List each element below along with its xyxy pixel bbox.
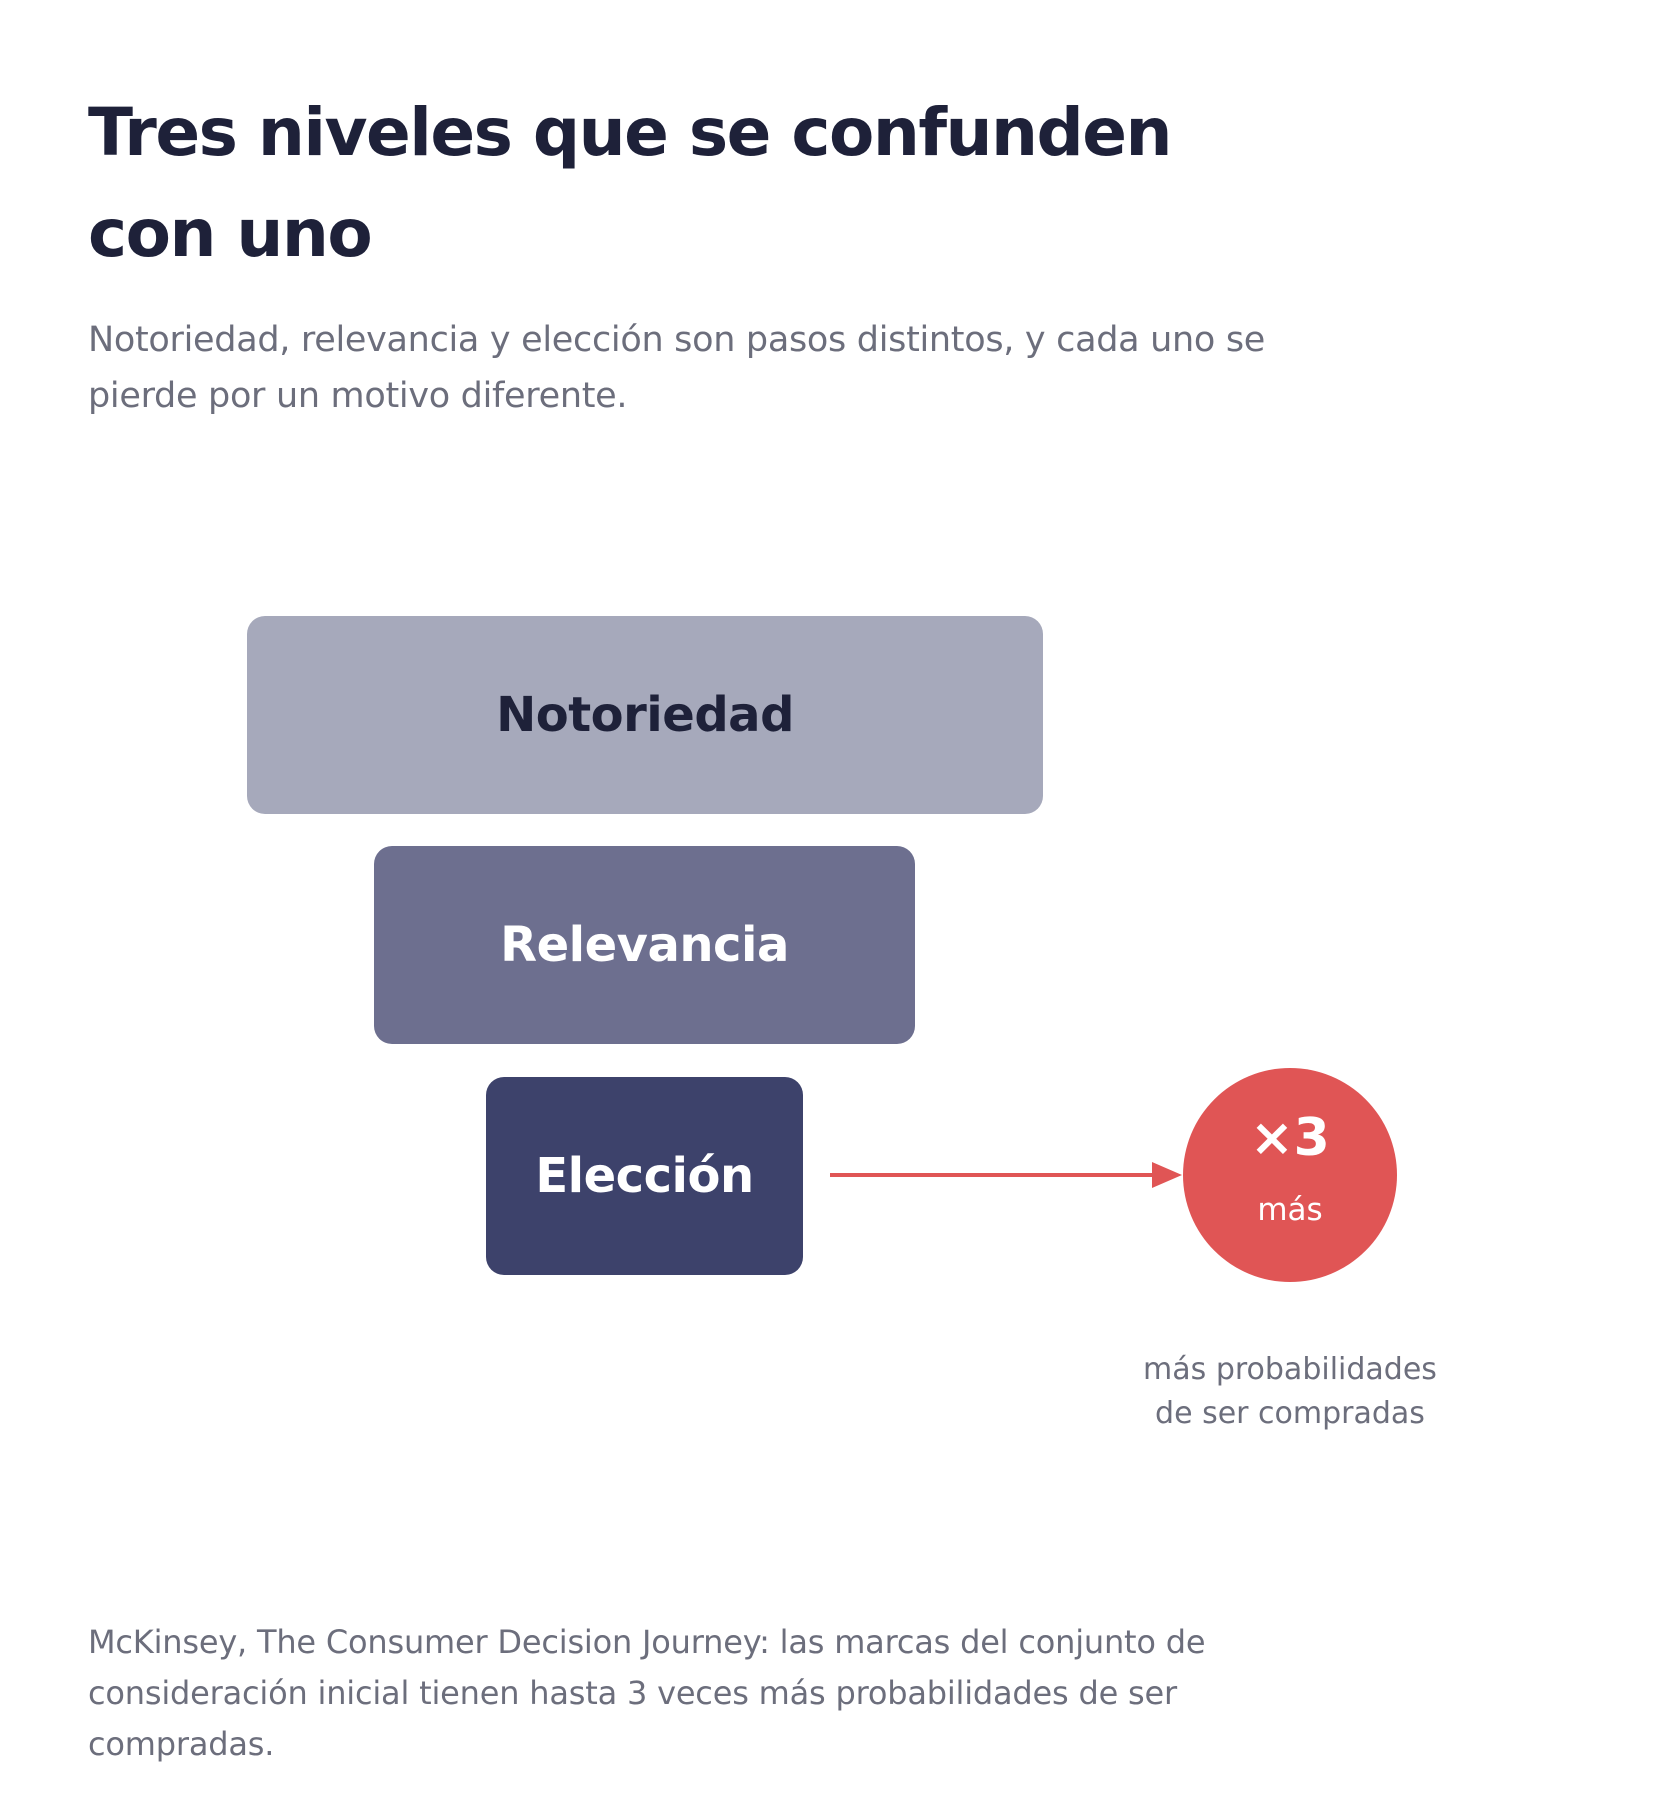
page-title: Tres niveles que se confunden con uno: [88, 94, 1172, 272]
source-note: McKinsey, The Consumer Decision Journey: las marcas del conjunto de consideración inicial tienen hasta 3 veces más probabilidades de ser compradas.: [88, 1623, 1206, 1763]
arrow-head: [1152, 1162, 1182, 1188]
level-label: Relevancia: [500, 917, 789, 973]
level-relevancia: [374, 846, 915, 1044]
level-eleccion: [486, 1077, 803, 1275]
badge-caption-line: de ser compradas: [1155, 1396, 1425, 1431]
level-label: Notoriedad: [496, 687, 794, 743]
multiplier-badge: [1183, 1068, 1397, 1282]
badge-caption-line: más probabilidades: [1143, 1352, 1437, 1387]
arrow-right-icon: [830, 1155, 1190, 1195]
badge-label: más: [1257, 1192, 1323, 1228]
level-notoriedad: [247, 616, 1043, 814]
badge-value: ×3: [1250, 1108, 1330, 1168]
badge-caption: [1090, 1348, 1490, 1436]
page-subtitle: Notoriedad, relevancia y elección son pasos distintos, y cada uno se pierde por un motivo diferente.: [88, 320, 1266, 416]
level-label: Elección: [535, 1148, 754, 1204]
